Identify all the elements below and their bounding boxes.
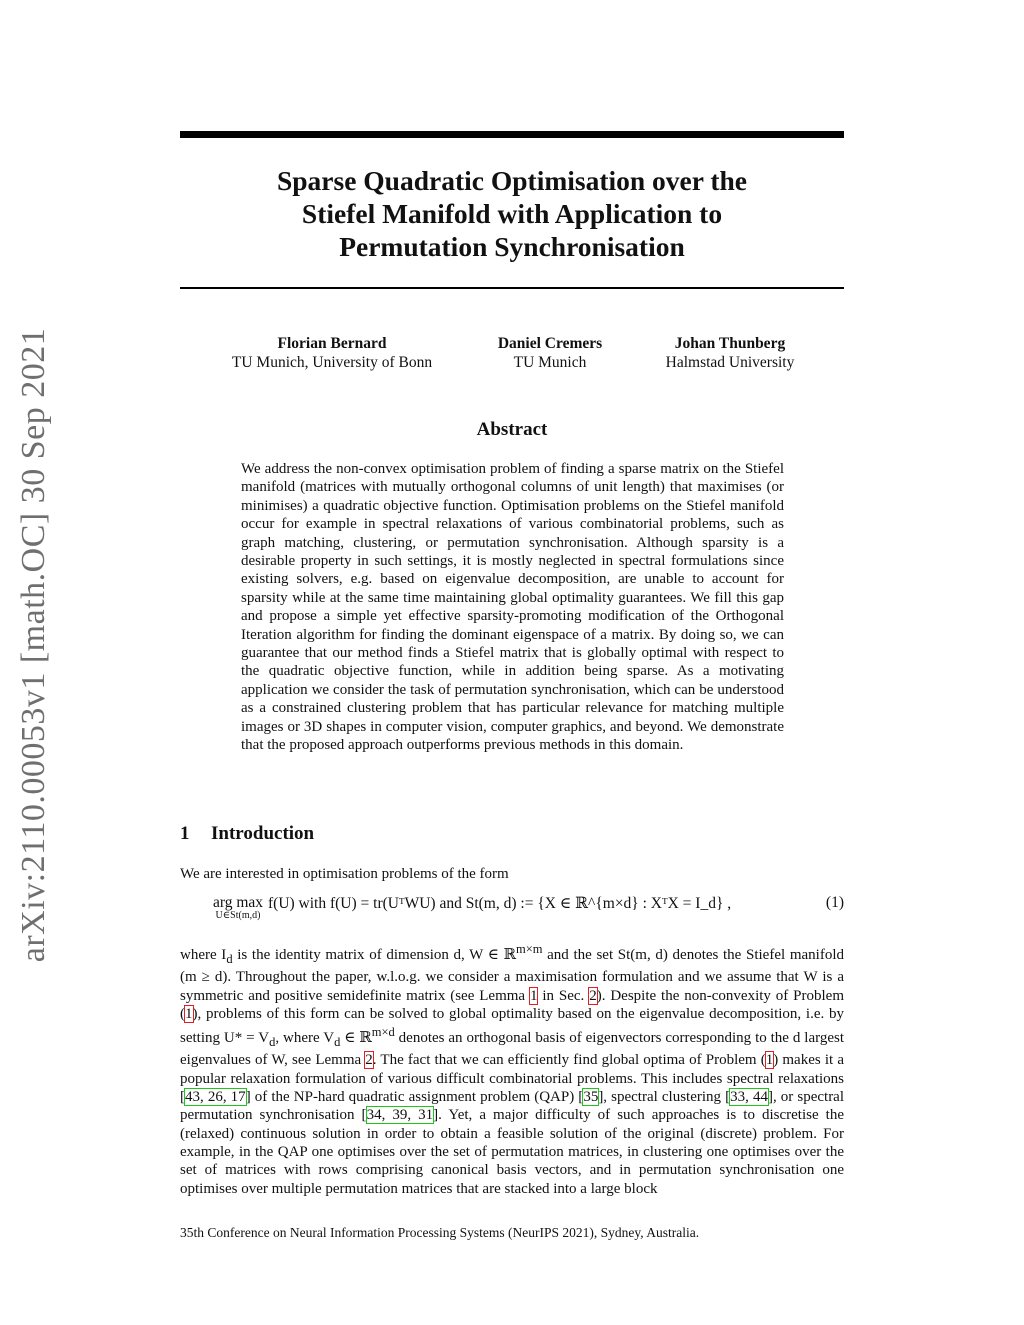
author-name: Daniel Cremers	[497, 335, 603, 352]
text-run: is the identity matrix of dimension d, W ∈ ℝ	[232, 947, 516, 963]
title-top-rule	[180, 131, 844, 138]
text-run: ), problems of this form can be solved to global optimality based on the eigenvalue decomposition, i.e. by setting U* = V	[180, 1005, 844, 1047]
text-subscript: d	[226, 952, 233, 966]
section-title: Introduction	[211, 823, 315, 844]
title-line: Sparse Quadratic Optimisation over the	[276, 165, 748, 196]
text-run: , where V	[275, 1030, 335, 1047]
text-run: ) makes it a popular relaxation formulation of various difficult combinatorial problems. This includes spectral relaxations [	[180, 1052, 844, 1106]
author-block-3	[655, 334, 805, 372]
text-run: ] of the NP-hard quadratic assignment problem (QAP) [	[245, 1089, 584, 1106]
text-run: denotes an orthogonal basis of eigenvectors corresponding to the d largest eigenvalues of W, see Lemma	[180, 1030, 844, 1069]
arxiv-identifier-text: arXiv:2110.00053v1 [math.OC] 30 Sep 2021	[15, 327, 52, 963]
abstract-heading: Abstract	[476, 419, 548, 440]
abstract-body: We address the non-convex optimisation problem of finding a sparse matrix on the Stiefel manifold (matrices with mutually orthogonal columns of unit length) that maximises (or minimises) a quadratic objective function. Optimisation problems on the Stiefel manifold occur for example in spectral relaxations of various combinatorial problems, such as graph matching, clustering, or permutation synchronisation. Although sparsity is a desirable property in such settings, it is mostly neglected in spectral formulations since existing solvers, e.g. based on eigenvalue decomposition, are unable to account for sparsity while at the same time maintaining global optimality guarantees. We fill this gap and propose a simple yet effective sparsity-promoting modification of the Orthogonal Iteration algorithm for finding the dominant eigenspace of a matrix. By doing so, we can guarantee that our method finds a Stiefel matrix that is globally optimal with respect to the quadratic objective function, while in addition being sparse. As a motivating application we consider the task of permutation synchronisation, which can be understood as a constrained clustering problem that has particular relevance for matching multiple images or 3D shapes in computer vision, computer graphics, and beyond. We demonstrate that the proposed approach outperforms previous methods in this domain.	[241, 461, 784, 754]
title-line: Permutation Synchronisation	[339, 231, 685, 262]
arxiv-identifier-stamp	[12, 327, 56, 963]
author-affiliation: Halmstad University	[665, 354, 795, 371]
text-subscript: d	[334, 1035, 341, 1050]
body-paragraph	[180, 940, 844, 1198]
title-line: Stiefel Manifold with Application to	[301, 198, 723, 229]
ref-lemma-2-link[interactable]: 2	[365, 1052, 373, 1069]
equation-number: (1)	[825, 894, 844, 911]
citation-link[interactable]: 33, 44	[730, 1089, 768, 1106]
author-name: Florian Bernard	[277, 335, 387, 352]
text-run: in Sec.	[537, 987, 590, 1004]
text-run: where I	[180, 947, 227, 963]
title-bottom-rule	[180, 287, 844, 289]
paper-title	[180, 164, 844, 263]
citation-link[interactable]: 34, 39, 31	[366, 1107, 434, 1124]
citation-link[interactable]: 43, 26, 17	[185, 1089, 246, 1106]
text-run: ], or spectral permutation synchronisation [	[180, 1089, 845, 1124]
ref-problem-1-link[interactable]: 1	[765, 1052, 774, 1069]
text-run: and the set St(m, d) denotes the Stiefel manifold (m ≥ d). Throughout the paper, w.l.o.g. we consider a maximisation formulation and we assume that W is a symmetric and positive semidefinite matrix (see Lemma	[180, 947, 844, 1004]
text-run: ], spectral clustering [	[598, 1089, 731, 1106]
author-affiliation: TU Munich, University of Bonn	[231, 354, 433, 371]
ref-lemma-1-link[interactable]: 1	[529, 987, 538, 1004]
text-run: ∈ ℝ	[340, 1030, 372, 1047]
text-superscript: m×m	[515, 942, 543, 956]
intro-lead-sentence: We are interested in optimisation problems of the form	[180, 866, 509, 882]
section-number: 1	[180, 823, 190, 844]
section-heading-introduction	[180, 823, 314, 845]
author-name: Johan Thunberg	[674, 335, 786, 352]
text-superscript: m×d	[371, 1025, 395, 1040]
ref-section-2-link[interactable]: 2	[589, 987, 597, 1004]
argmax-label: arg max	[212, 894, 264, 911]
author-block-2	[480, 334, 620, 372]
author-affiliation: TU Munich	[513, 354, 587, 371]
text-run: ). Despite the non-convexity of Problem (	[180, 987, 845, 1022]
text-subscript: d	[269, 1035, 276, 1050]
author-block-1	[222, 334, 442, 372]
argmax-subscript: U∈St(m,d)	[215, 910, 261, 921]
text-run: ]. Yet, a major difficulty of such approaches is to discretise the (relaxed) continuous solution in order to obtain a feasible solution of the original (discrete) problem. For example, in the QAP one optimises over the set of permutation matrices, in clustering one optimises over the set of matrices with rows comprising canonical basis vectors, and in permutation synchronisation one optimises over multiple permutation matrices that are stacked into a large block	[180, 1107, 845, 1197]
argmax-operator	[198, 894, 278, 921]
citation-link[interactable]: 35	[583, 1089, 599, 1106]
text-run: . The fact that we can efficiently find global optima of Problem (	[372, 1052, 766, 1069]
conference-footnote: 35th Conference on Neural Information Processing Systems (NeurIPS 2021), Sydney, Australia.	[180, 1225, 700, 1240]
equation-body: f(U) with f(U) = tr(UᵀWU) and St(m, d) := {X ∈ ℝ^{m×d} : XᵀX = I_d} ,	[268, 895, 732, 912]
equation-1	[180, 890, 844, 930]
ref-problem-1-link[interactable]: 1	[185, 1005, 193, 1022]
